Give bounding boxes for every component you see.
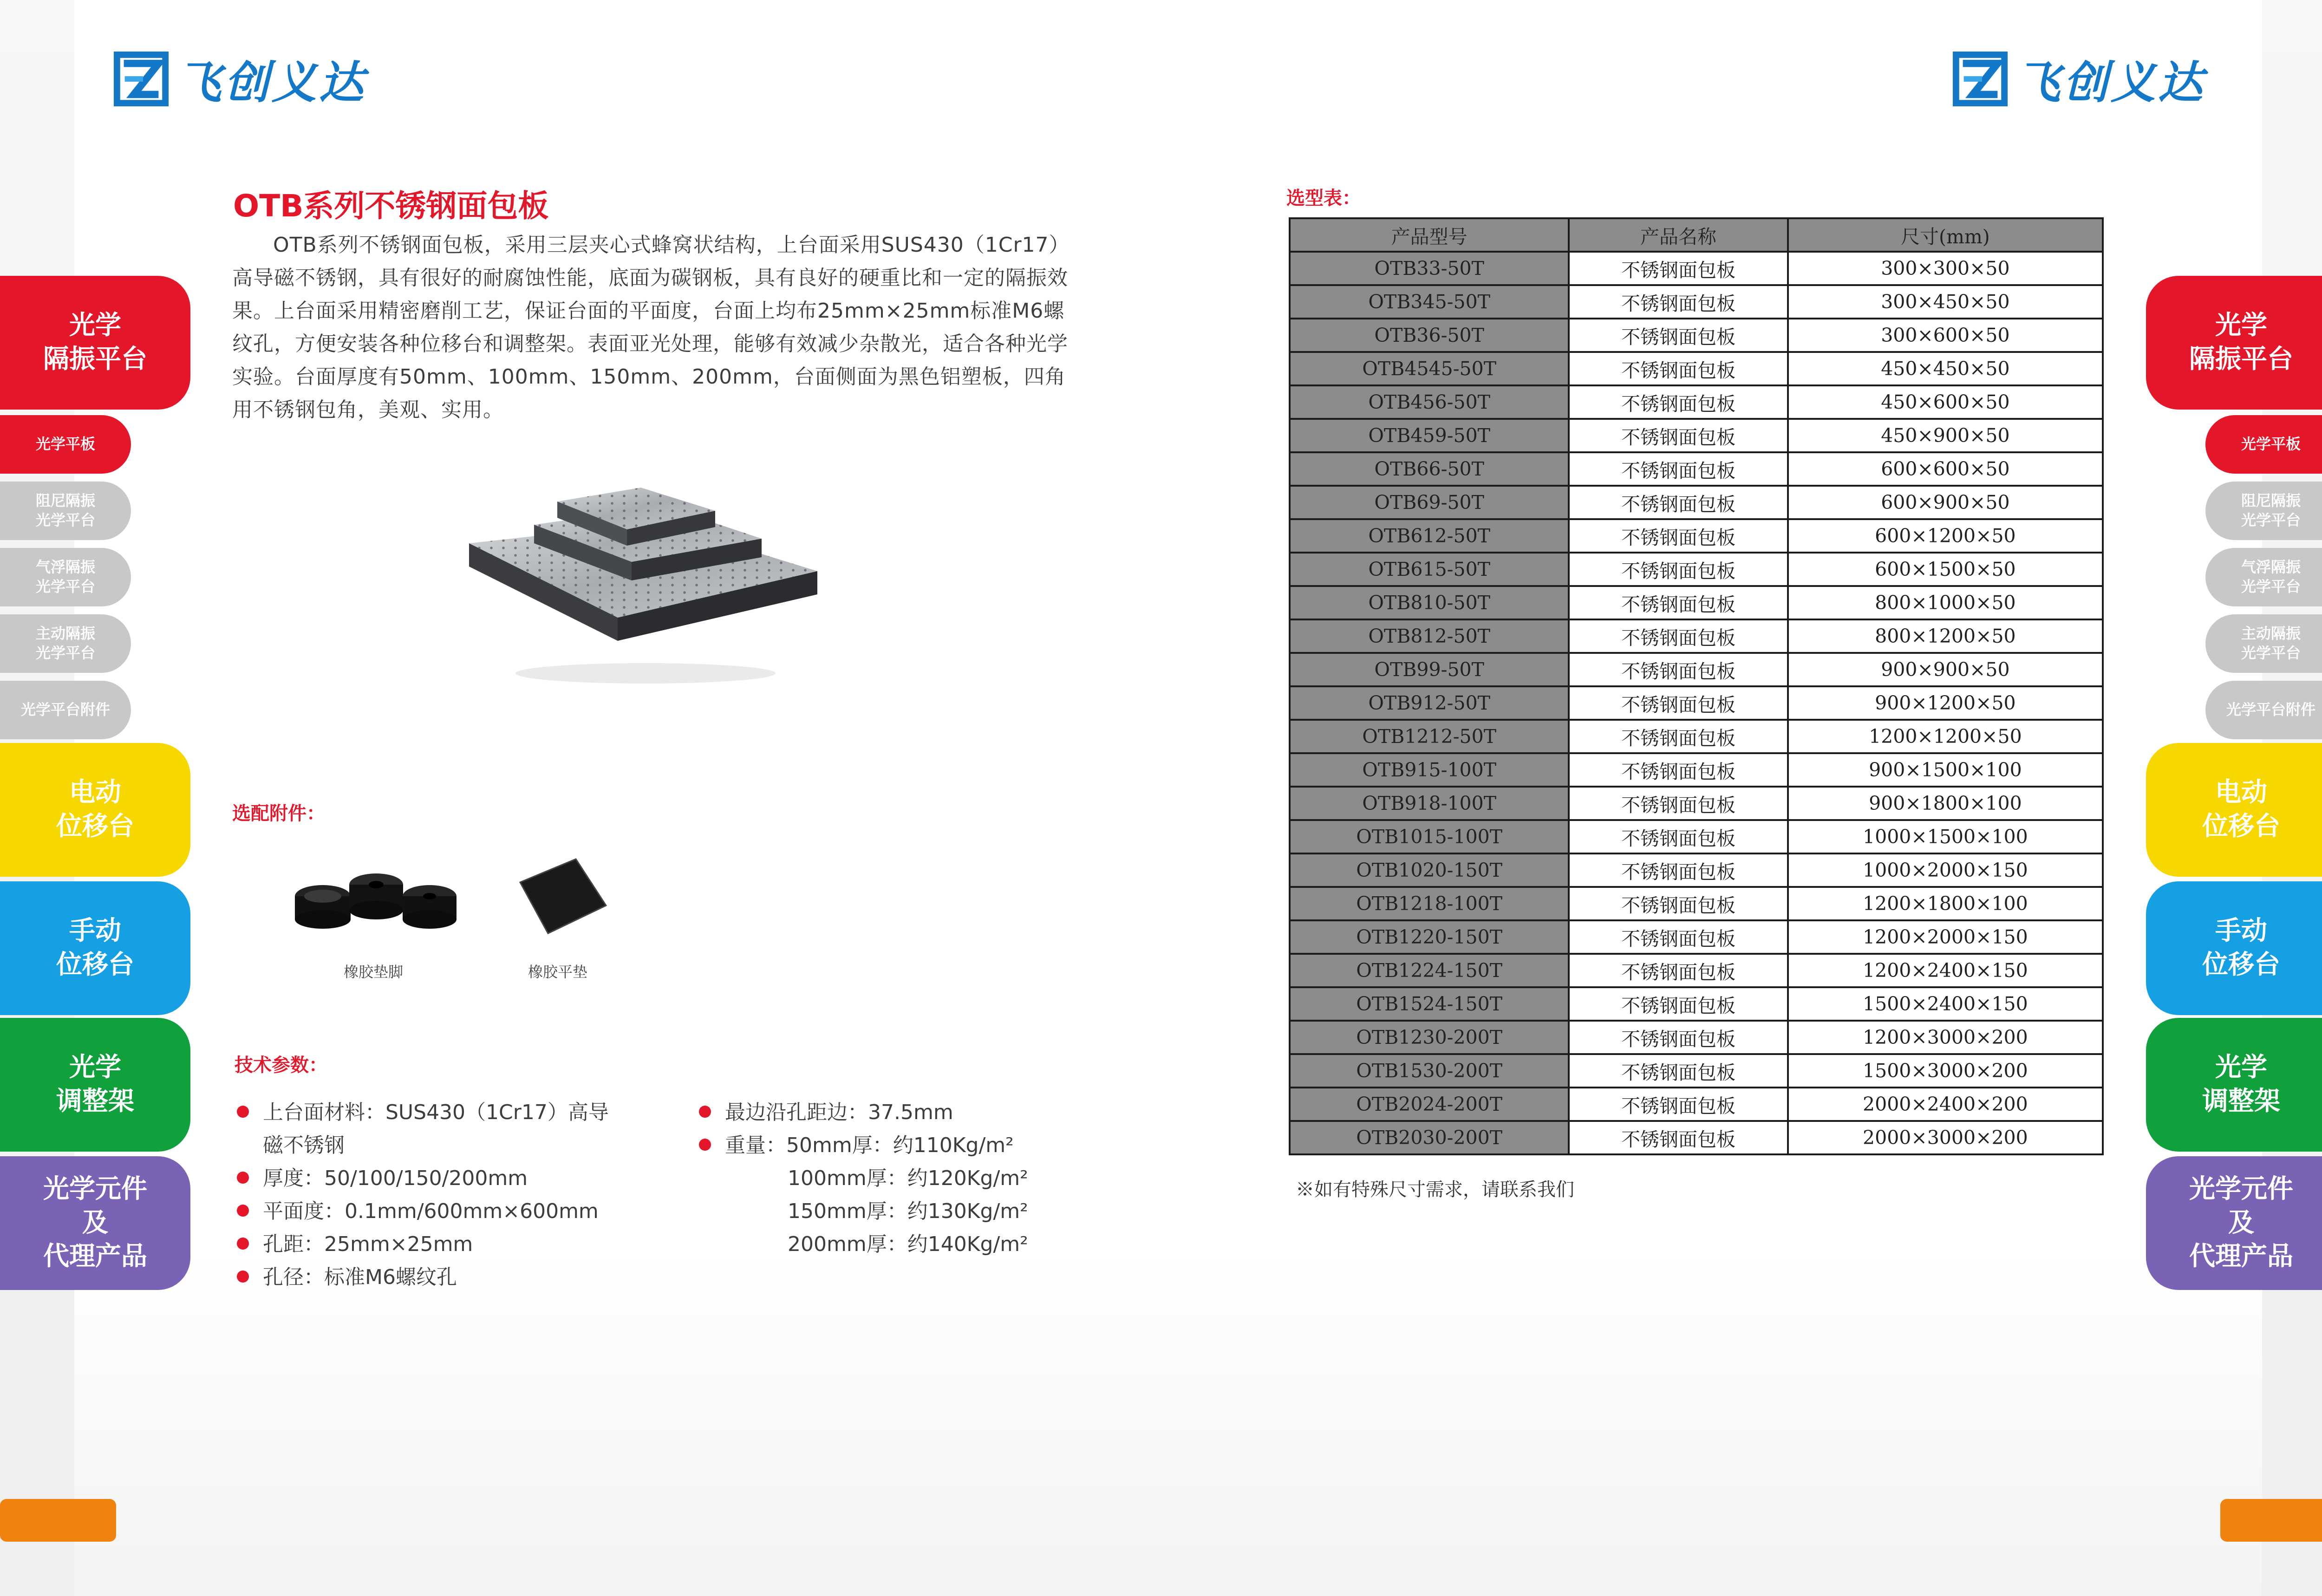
cell-size: 1000×1500×100 xyxy=(1788,820,2103,853)
cell-size: 450×600×50 xyxy=(1788,385,2103,419)
cell-name: 不锈钢面包板 xyxy=(1569,419,1787,452)
table-row xyxy=(1290,285,2103,319)
cell-model: OTB66-50T xyxy=(1290,452,1569,486)
custom-size-note: ※如有特殊尺寸需求，请联系我们 xyxy=(1296,1179,1574,1200)
page-marker-left xyxy=(0,1499,116,1542)
cell-model: OTB1020-150T xyxy=(1290,853,1569,887)
subtab-optical-breadboard[interactable]: 光学平板 xyxy=(2205,415,2322,474)
cell-size: 450×450×50 xyxy=(1788,352,2103,385)
brand-name: 飞创义达 xyxy=(2016,56,2205,109)
cell-name: 不锈钢面包板 xyxy=(1569,653,1787,686)
cell-size: 900×1500×100 xyxy=(1788,753,2103,787)
cell-size: 1200×1200×50 xyxy=(1788,720,2103,753)
param-text: 孔距：25mm×25mm xyxy=(263,1232,473,1256)
tab-optical-mount[interactable]: 光学 调整架 xyxy=(2146,1018,2322,1152)
cell-size: 600×900×50 xyxy=(1788,486,2103,519)
table-row xyxy=(1290,252,2103,285)
table-header-row xyxy=(1290,218,2103,252)
bullet-icon xyxy=(237,1172,249,1184)
bullet-icon xyxy=(699,1106,711,1118)
cell-model: OTB615-50T xyxy=(1290,553,1569,586)
bullet-icon xyxy=(237,1238,249,1250)
cell-model: OTB69-50T xyxy=(1290,486,1569,519)
cell-name: 不锈钢面包板 xyxy=(1569,553,1787,586)
cell-size: 600×1500×50 xyxy=(1788,553,2103,586)
cell-model: OTB1524-150T xyxy=(1290,987,1569,1021)
table-row xyxy=(1290,452,2103,486)
cell-name: 不锈钢面包板 xyxy=(1569,987,1787,1021)
cell-model: OTB1015-100T xyxy=(1290,820,1569,853)
cell-model: OTB99-50T xyxy=(1290,653,1569,686)
subtab-optical-breadboard[interactable]: 光学平板 xyxy=(0,415,131,474)
tab-manual-stage[interactable]: 手动 位移台 xyxy=(0,881,190,1015)
cell-model: OTB33-50T xyxy=(1290,252,1569,285)
table-row xyxy=(1290,1088,2103,1121)
cell-size: 1200×2400×150 xyxy=(1788,954,2103,987)
param-text: 150mm厚：约130Kg/m² xyxy=(788,1199,1028,1223)
table-row xyxy=(1290,653,2103,686)
cell-model: OTB612-50T xyxy=(1290,519,1569,553)
table-row xyxy=(1290,352,2103,385)
tab-optical-mount[interactable]: 光学 调整架 xyxy=(0,1018,190,1152)
cell-model: OTB812-50T xyxy=(1290,619,1569,653)
cell-model: OTB4545-50T xyxy=(1290,352,1569,385)
table-row xyxy=(1290,920,2103,954)
cell-name: 不锈钢面包板 xyxy=(1569,920,1787,954)
tab-optical-components[interactable]: 光学元件 及 代理产品 xyxy=(2146,1156,2322,1290)
table-row xyxy=(1290,720,2103,753)
table-row xyxy=(1290,553,2103,586)
param-item xyxy=(237,1096,609,1129)
cell-name: 不锈钢面包板 xyxy=(1569,519,1787,553)
cell-name: 不锈钢面包板 xyxy=(1569,586,1787,619)
param-text: 重量：50mm厚：约110Kg/m² xyxy=(725,1133,1014,1157)
param-item xyxy=(788,1228,1028,1261)
cell-size: 300×450×50 xyxy=(1788,285,2103,319)
accessories-label: 选配附件： xyxy=(232,803,325,824)
bullet-icon xyxy=(237,1205,249,1217)
cell-model: OTB810-50T xyxy=(1290,586,1569,619)
cell-name: 不锈钢面包板 xyxy=(1569,319,1787,352)
brand-logo-right xyxy=(1953,49,2205,109)
header-model: 产品型号 xyxy=(1290,218,1569,252)
cell-size: 600×1200×50 xyxy=(1788,519,2103,553)
cell-name: 不锈钢面包板 xyxy=(1569,452,1787,486)
cell-name: 不锈钢面包板 xyxy=(1569,1054,1787,1088)
cell-name: 不锈钢面包板 xyxy=(1569,1088,1787,1121)
table-row xyxy=(1290,820,2103,853)
cell-size: 900×900×50 xyxy=(1788,653,2103,686)
product-intro: OTB系列不锈钢面包板，采用三层夹心式蜂窝状结构，上台面采用SUS430（1Cr17）高导磁不锈钢，具有很好的耐腐蚀性能，底面为碳钢板，具有良好的硬重比和一定的隔振效果。上台面采用精密磨削工艺，保证台面的平面度，台面上均布25mm×25mm标准M6螺纹孔，方便安装各种位移台和调整架。表面亚光处理，能够有效减少杂散光，适合各种光学实验。台面厚度有50mm、100mm、150mm、200mm，台面侧面为黑色铝塑板，四角用不锈钢包角，美观、实用。 xyxy=(232,233,1068,422)
header-name: 产品名称 xyxy=(1569,218,1787,252)
cell-name: 不锈钢面包板 xyxy=(1569,720,1787,753)
selection-table xyxy=(1289,217,2104,1155)
subtab-table-accessories[interactable]: 光学平台附件 xyxy=(2205,681,2322,739)
param-text: 最边沿孔距边：37.5mm xyxy=(725,1101,953,1124)
breadboard-product-image xyxy=(464,478,827,720)
param-text: 上台面材料：SUS430（1Cr17）高导 xyxy=(263,1101,609,1124)
param-text: 磁不锈钢 xyxy=(263,1133,345,1157)
tech-params-label: 技术参数： xyxy=(235,1055,327,1076)
cell-model: OTB1218-100T xyxy=(1290,887,1569,920)
param-text: 孔径：标准M6螺纹孔 xyxy=(263,1265,457,1289)
bullet-icon xyxy=(237,1106,249,1118)
cell-model: OTB459-50T xyxy=(1290,419,1569,452)
right-page-shade xyxy=(1166,1254,2262,1596)
cell-model: OTB918-100T xyxy=(1290,787,1569,820)
cell-size: 1000×2000×150 xyxy=(1788,853,2103,887)
cell-size: 1200×3000×200 xyxy=(1788,1021,2103,1054)
cell-name: 不锈钢面包板 xyxy=(1569,853,1787,887)
cell-model: OTB36-50T xyxy=(1290,319,1569,352)
table-row xyxy=(1290,586,2103,619)
rubber-pad-icon xyxy=(515,854,608,938)
cell-model: OTB1212-50T xyxy=(1290,720,1569,753)
subtab-air-isolation-table[interactable]: 气浮隔振 光学平台 xyxy=(0,548,131,606)
table-row xyxy=(1290,1121,2103,1154)
param-text: 100mm厚：约120Kg/m² xyxy=(788,1166,1028,1190)
cell-name: 不锈钢面包板 xyxy=(1569,820,1787,853)
cell-name: 不锈钢面包板 xyxy=(1569,285,1787,319)
param-item xyxy=(237,1162,528,1195)
cell-size: 1500×3000×200 xyxy=(1788,1054,2103,1088)
brand-name: 飞创义达 xyxy=(177,56,366,109)
selection-table-label: 选型表： xyxy=(1286,188,1361,209)
table-row xyxy=(1290,486,2103,519)
cell-name: 不锈钢面包板 xyxy=(1569,486,1787,519)
param-item xyxy=(263,1129,345,1162)
param-item xyxy=(237,1228,473,1261)
cell-name: 不锈钢面包板 xyxy=(1569,1021,1787,1054)
param-item xyxy=(699,1129,1014,1162)
cell-name: 不锈钢面包板 xyxy=(1569,385,1787,419)
cell-size: 800×1000×50 xyxy=(1788,586,2103,619)
cell-name: 不锈钢面包板 xyxy=(1569,252,1787,285)
tab-optical-components[interactable]: 光学元件 及 代理产品 xyxy=(0,1156,190,1290)
cell-size: 2000×2400×200 xyxy=(1788,1088,2103,1121)
cell-name: 不锈钢面包板 xyxy=(1569,787,1787,820)
cell-size: 2000×3000×200 xyxy=(1788,1121,2103,1154)
bullet-icon xyxy=(699,1139,711,1151)
rubber-feet-icon xyxy=(290,859,467,933)
param-item xyxy=(788,1195,1028,1228)
table-row xyxy=(1290,753,2103,787)
cell-size: 900×1200×50 xyxy=(1788,686,2103,720)
page-marker-right xyxy=(2220,1499,2322,1542)
cell-model: OTB912-50T xyxy=(1290,686,1569,720)
cell-name: 不锈钢面包板 xyxy=(1569,1121,1787,1154)
cell-size: 450×900×50 xyxy=(1788,419,2103,452)
cell-name: 不锈钢面包板 xyxy=(1569,954,1787,987)
tab-optical-isolation-platform[interactable]: 光学 隔振平台 xyxy=(0,276,190,410)
accessory-caption-feet: 橡胶垫脚 xyxy=(344,963,404,981)
cell-size: 800×1200×50 xyxy=(1788,619,2103,653)
table-row xyxy=(1290,954,2103,987)
param-item xyxy=(237,1261,457,1294)
subtab-active-isolation-table[interactable]: 主动隔振 光学平台 xyxy=(2205,614,2322,673)
accessory-caption-pad: 橡胶平垫 xyxy=(528,963,588,981)
table-row xyxy=(1290,686,2103,720)
table-row xyxy=(1290,1021,2103,1054)
subtab-table-accessories[interactable]: 光学平台附件 xyxy=(0,681,131,739)
subtab-active-isolation-table[interactable]: 主动隔振 光学平台 xyxy=(0,614,131,673)
cell-model: OTB2024-200T xyxy=(1290,1088,1569,1121)
logo-mark-icon xyxy=(114,52,169,106)
header-size: 尺寸(mm) xyxy=(1788,218,2103,252)
cell-name: 不锈钢面包板 xyxy=(1569,753,1787,787)
cell-model: OTB1230-200T xyxy=(1290,1021,1569,1054)
table-body xyxy=(1290,252,2103,1154)
param-item xyxy=(237,1195,599,1228)
param-text: 200mm厚：约140Kg/m² xyxy=(788,1232,1028,1256)
table-row xyxy=(1290,519,2103,553)
cell-size: 1200×1800×100 xyxy=(1788,887,2103,920)
tab-optical-isolation-platform[interactable]: 光学 隔振平台 xyxy=(2146,276,2322,410)
cell-name: 不锈钢面包板 xyxy=(1569,686,1787,720)
page-title: OTB系列不锈钢面包板 xyxy=(233,188,549,224)
table-row xyxy=(1290,1054,2103,1088)
cell-model: OTB915-100T xyxy=(1290,753,1569,787)
cell-model: OTB345-50T xyxy=(1290,285,1569,319)
cell-model: OTB2030-200T xyxy=(1290,1121,1569,1154)
param-text: 厚度：50/100/150/200mm xyxy=(263,1166,528,1190)
cell-model: OTB1220-150T xyxy=(1290,920,1569,954)
cell-name: 不锈钢面包板 xyxy=(1569,887,1787,920)
cell-name: 不锈钢面包板 xyxy=(1569,352,1787,385)
subtab-damped-isolation-table[interactable]: 阻尼隔振 光学平台 xyxy=(2205,482,2322,540)
table-row xyxy=(1290,619,2103,653)
tab-manual-stage[interactable]: 手动 位移台 xyxy=(2146,881,2322,1015)
left-page-shade xyxy=(74,1254,1166,1596)
cell-model: OTB1224-150T xyxy=(1290,954,1569,987)
table-row xyxy=(1290,385,2103,419)
subtab-air-isolation-table[interactable]: 气浮隔振 光学平台 xyxy=(2205,548,2322,606)
subtab-damped-isolation-table[interactable]: 阻尼隔振 光学平台 xyxy=(0,482,131,540)
cell-name: 不锈钢面包板 xyxy=(1569,619,1787,653)
table-row xyxy=(1290,887,2103,920)
table-row xyxy=(1290,319,2103,352)
param-text: 平面度：0.1mm/600mm×600mm xyxy=(263,1199,599,1223)
table-row xyxy=(1290,419,2103,452)
table-row xyxy=(1290,853,2103,887)
cell-size: 1200×2000×150 xyxy=(1788,920,2103,954)
tab-motorized-stage[interactable]: 电动 位移台 xyxy=(2146,743,2322,877)
table-row xyxy=(1290,787,2103,820)
bullet-icon xyxy=(237,1270,249,1283)
cell-size: 600×600×50 xyxy=(1788,452,2103,486)
cell-size: 900×1800×100 xyxy=(1788,787,2103,820)
brand-logo-left xyxy=(114,49,366,109)
param-item xyxy=(699,1096,953,1129)
logo-mark-icon xyxy=(1953,52,2008,106)
cell-size: 300×300×50 xyxy=(1788,252,2103,285)
cell-model: OTB456-50T xyxy=(1290,385,1569,419)
cell-size: 1500×2400×150 xyxy=(1788,987,2103,1021)
param-item xyxy=(788,1162,1028,1195)
tab-motorized-stage[interactable]: 电动 位移台 xyxy=(0,743,190,877)
cell-size: 300×600×50 xyxy=(1788,319,2103,352)
cell-model: OTB1530-200T xyxy=(1290,1054,1569,1088)
table-row xyxy=(1290,987,2103,1021)
